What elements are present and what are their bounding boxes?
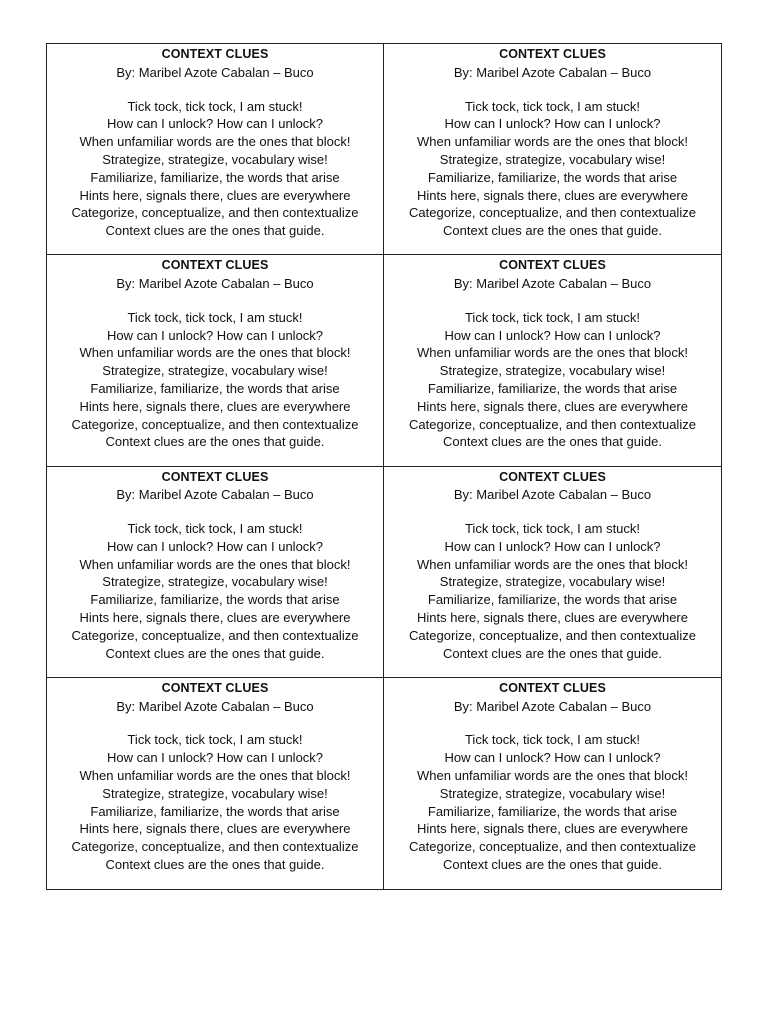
poem-line: Hints here, signals there, clues are everywhere — [79, 821, 351, 837]
poem-line: How can I unlock? How can I unlock? — [106, 116, 324, 132]
poem-line: Context clues are the ones that guide. — [105, 856, 325, 872]
poem-line: Context clues are the ones that guide. — [443, 434, 662, 450]
poem-line: Categorize, conceptualize, and then contextualize — [71, 627, 359, 643]
poem-line: Tick tock, tick tock, I am stuck! — [464, 732, 641, 748]
poem-line: Tick tock, tick tock, I am stuck! — [464, 521, 641, 537]
poem-author: By: Maribel Azote Cabalan – Buco — [453, 64, 652, 80]
poem-line: Strategize, strategize, vocabulary wise! — [102, 151, 328, 167]
poem-line: Familiarize, familiarize, the words that arise — [427, 803, 678, 819]
poem-card — [47, 44, 384, 255]
poem-line: Familiarize, familiarize, the words that arise — [90, 592, 340, 608]
poem-line: Strategize, strategize, vocabulary wise! — [439, 785, 666, 801]
poem-line: When unfamiliar words are the ones that block! — [417, 556, 688, 572]
poem-line: Tick tock, tick tock, I am stuck! — [127, 98, 303, 114]
poem-line: Categorize, conceptualize, and then contextualize — [71, 416, 359, 432]
poem-title: CONTEXT CLUES — [499, 680, 606, 695]
poem-line: Hints here, signals there, clues are everywhere — [417, 398, 688, 414]
poem-line: Context clues are the ones that guide. — [443, 223, 662, 239]
poem-line: Hints here, signals there, clues are everywhere — [79, 398, 351, 414]
poem-author: By: Maribel Azote Cabalan – Buco — [116, 487, 314, 503]
poem-line: Categorize, conceptualize, and then contextualize — [409, 416, 696, 432]
poem-line: When unfamiliar words are the ones that block! — [79, 767, 351, 783]
poem-line: Strategize, strategize, vocabulary wise! — [102, 363, 328, 379]
poem-line: Categorize, conceptualize, and then contextualize — [71, 839, 359, 855]
cards-sheet — [46, 43, 722, 890]
poem-line: How can I unlock? How can I unlock? — [444, 750, 661, 766]
poem-title: CONTEXT CLUES — [161, 680, 269, 695]
poem-line: Context clues are the ones that guide. — [105, 223, 325, 239]
poem-card — [384, 467, 721, 678]
poem-line: Categorize, conceptualize, and then contextualize — [409, 205, 696, 221]
poem-title: CONTEXT CLUES — [161, 47, 269, 61]
poem-line: Categorize, conceptualize, and then contextualize — [409, 839, 696, 855]
poem-line: Tick tock, tick tock, I am stuck! — [127, 732, 303, 748]
poem-line: When unfamiliar words are the ones that block! — [417, 134, 688, 150]
poem-author: By: Maribel Azote Cabalan – Buco — [453, 487, 652, 503]
poem-line: When unfamiliar words are the ones that block! — [417, 767, 688, 783]
poem-line: How can I unlock? How can I unlock? — [444, 327, 661, 343]
poem-line: Strategize, strategize, vocabulary wise! — [439, 151, 666, 167]
poem-line: Tick tock, tick tock, I am stuck! — [127, 521, 303, 537]
poem-line: Familiarize, familiarize, the words that arise — [90, 803, 340, 819]
poem-line: How can I unlock? How can I unlock? — [106, 327, 324, 343]
poem-author: By: Maribel Azote Cabalan – Buco — [116, 276, 314, 292]
poem-line: Hints here, signals there, clues are everywhere — [417, 610, 688, 626]
poem-line: Familiarize, familiarize, the words that arise — [427, 381, 678, 397]
poem-line: Hints here, signals there, clues are everywhere — [417, 821, 688, 837]
poem-title: CONTEXT CLUES — [161, 258, 269, 273]
poem-line: Familiarize, familiarize, the words that arise — [427, 592, 678, 608]
poem-line: Hints here, signals there, clues are everywhere — [417, 187, 688, 203]
poem-line: Context clues are the ones that guide. — [443, 645, 662, 661]
poem-line: Hints here, signals there, clues are everywhere — [79, 610, 351, 626]
poem-line: Categorize, conceptualize, and then contextualize — [71, 205, 359, 221]
poem-card — [47, 678, 384, 889]
poem-title: CONTEXT CLUES — [499, 469, 606, 484]
poem-author: By: Maribel Azote Cabalan – Buco — [116, 698, 314, 714]
poem-line: Context clues are the ones that guide. — [105, 645, 325, 661]
poem-line: Strategize, strategize, vocabulary wise! — [102, 785, 328, 801]
poem-line: Familiarize, familiarize, the words that arise — [90, 381, 340, 397]
poem-line: How can I unlock? How can I unlock? — [444, 116, 661, 132]
poem-card — [384, 678, 721, 889]
poem-line: Strategize, strategize, vocabulary wise! — [439, 574, 666, 590]
poem-card — [47, 467, 384, 678]
poem-line: Strategize, strategize, vocabulary wise! — [439, 363, 666, 379]
poem-author: By: Maribel Azote Cabalan – Buco — [116, 64, 314, 80]
poem-line: How can I unlock? How can I unlock? — [106, 538, 324, 554]
poem-author: By: Maribel Azote Cabalan – Buco — [453, 276, 652, 292]
poem-line: Familiarize, familiarize, the words that arise — [427, 169, 678, 185]
poem-line: Tick tock, tick tock, I am stuck! — [464, 309, 641, 325]
poem-card — [384, 255, 721, 466]
poem-line: Familiarize, familiarize, the words that arise — [90, 169, 340, 185]
poem-line: Tick tock, tick tock, I am stuck! — [127, 309, 303, 325]
poem-line: When unfamiliar words are the ones that block! — [79, 134, 351, 150]
poem-line: How can I unlock? How can I unlock? — [444, 538, 661, 554]
poem-line: Tick tock, tick tock, I am stuck! — [464, 98, 641, 114]
poem-line: Context clues are the ones that guide. — [443, 856, 662, 872]
poem-line: When unfamiliar words are the ones that block! — [417, 345, 688, 361]
poem-line: Strategize, strategize, vocabulary wise! — [102, 574, 328, 590]
poem-line: Hints here, signals there, clues are everywhere — [79, 187, 351, 203]
poem-line: When unfamiliar words are the ones that block! — [79, 556, 351, 572]
poem-line: Context clues are the ones that guide. — [105, 434, 325, 450]
poem-title: CONTEXT CLUES — [161, 469, 269, 484]
poem-line: How can I unlock? How can I unlock? — [106, 750, 324, 766]
poem-line: When unfamiliar words are the ones that block! — [79, 345, 351, 361]
poem-card — [384, 44, 721, 255]
poem-line: Categorize, conceptualize, and then contextualize — [409, 627, 696, 643]
poem-title: CONTEXT CLUES — [499, 258, 606, 273]
poem-title: CONTEXT CLUES — [499, 47, 606, 61]
poem-author: By: Maribel Azote Cabalan – Buco — [453, 698, 652, 714]
poem-card — [47, 255, 384, 466]
